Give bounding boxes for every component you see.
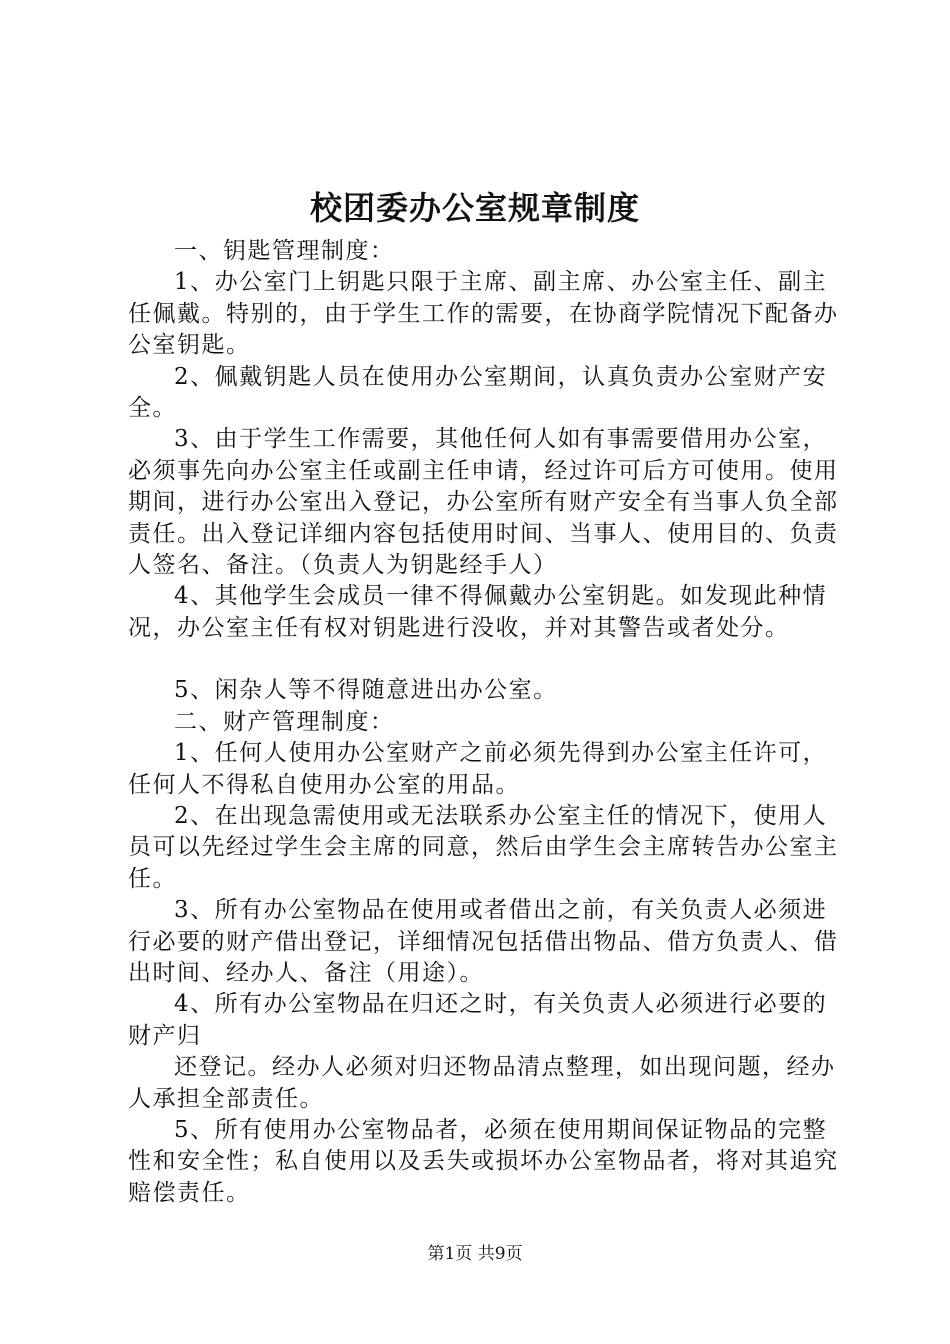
section-heading-key-management: 一、钥匙管理制度：: [174, 238, 395, 264]
paragraph: 3、由于学生工作需要，其他任何人如有事需要借用办公室，必须事先向办公室主任或副主任申请，经过许可后方可使用。使用期间，进行办公室出入登记，办公室所有财产安全有当事人负全部责任。出入登记详细内容包括使用时间、当事人、使用目的、负责人签名、备注。（负责人为钥匙经手人）: [128, 426, 839, 579]
paragraph: 5、所有使用办公室物品者，必须在使用期间保证物品的完整性和安全性；私自使用以及丢失或损坏办公室物品者，将对其追究赔偿责任。: [128, 1116, 839, 1206]
paragraph: 还登记。经办人必须对归还物品清点整理，如出现问题，经办人承担全部责任。: [128, 1054, 836, 1112]
paragraph: 1、任何人使用办公室财产之前必须先得到办公室主任许可，任何人不得私自使用办公室的用品。: [128, 740, 828, 798]
section-heading-property-management: 二、财产管理制度：: [174, 708, 395, 735]
paragraph: 4、所有办公室物品在归还之时，有关负责人必须进行必要的财产归: [128, 991, 828, 1049]
paragraph: 2、佩戴钥匙人员在使用办公室期间，认真负责办公室财产安全。: [128, 363, 828, 422]
paragraph: 3、所有办公室物品在使用或者借出之前，有关负责人必须进行必要的财产借出登记，详细情况包括借出物品、借方负责人、借出时间、经办人、备注（用途）。: [128, 897, 839, 986]
page-number: 第1页 共9页: [427, 1244, 523, 1264]
paragraph: 5、闲杂人等不得随意进出办公室。: [174, 677, 558, 704]
document-title: 校团委办公室规章制度: [309, 189, 640, 227]
paragraph: 2、在出现急需使用或无法联系办公室主任的情况下，使用人员可以先经过学生会主席的同意，然后由学生会主席转告办公室主任。: [128, 802, 839, 892]
paragraph: 1、办公室门上钥匙只限于主席、副主席、办公室主任、副主任佩戴。特别的，由于学生工作的需要，在协商学院情况下配备办公室钥匙。: [128, 269, 839, 359]
document-body: [128, 236, 848, 1209]
paragraph: 4、其他学生会成员一律不得佩戴办公室钥匙。如发现此种情况，办公室主任有权对钥匙进行没收，并对其警告或者处分。: [128, 583, 828, 641]
